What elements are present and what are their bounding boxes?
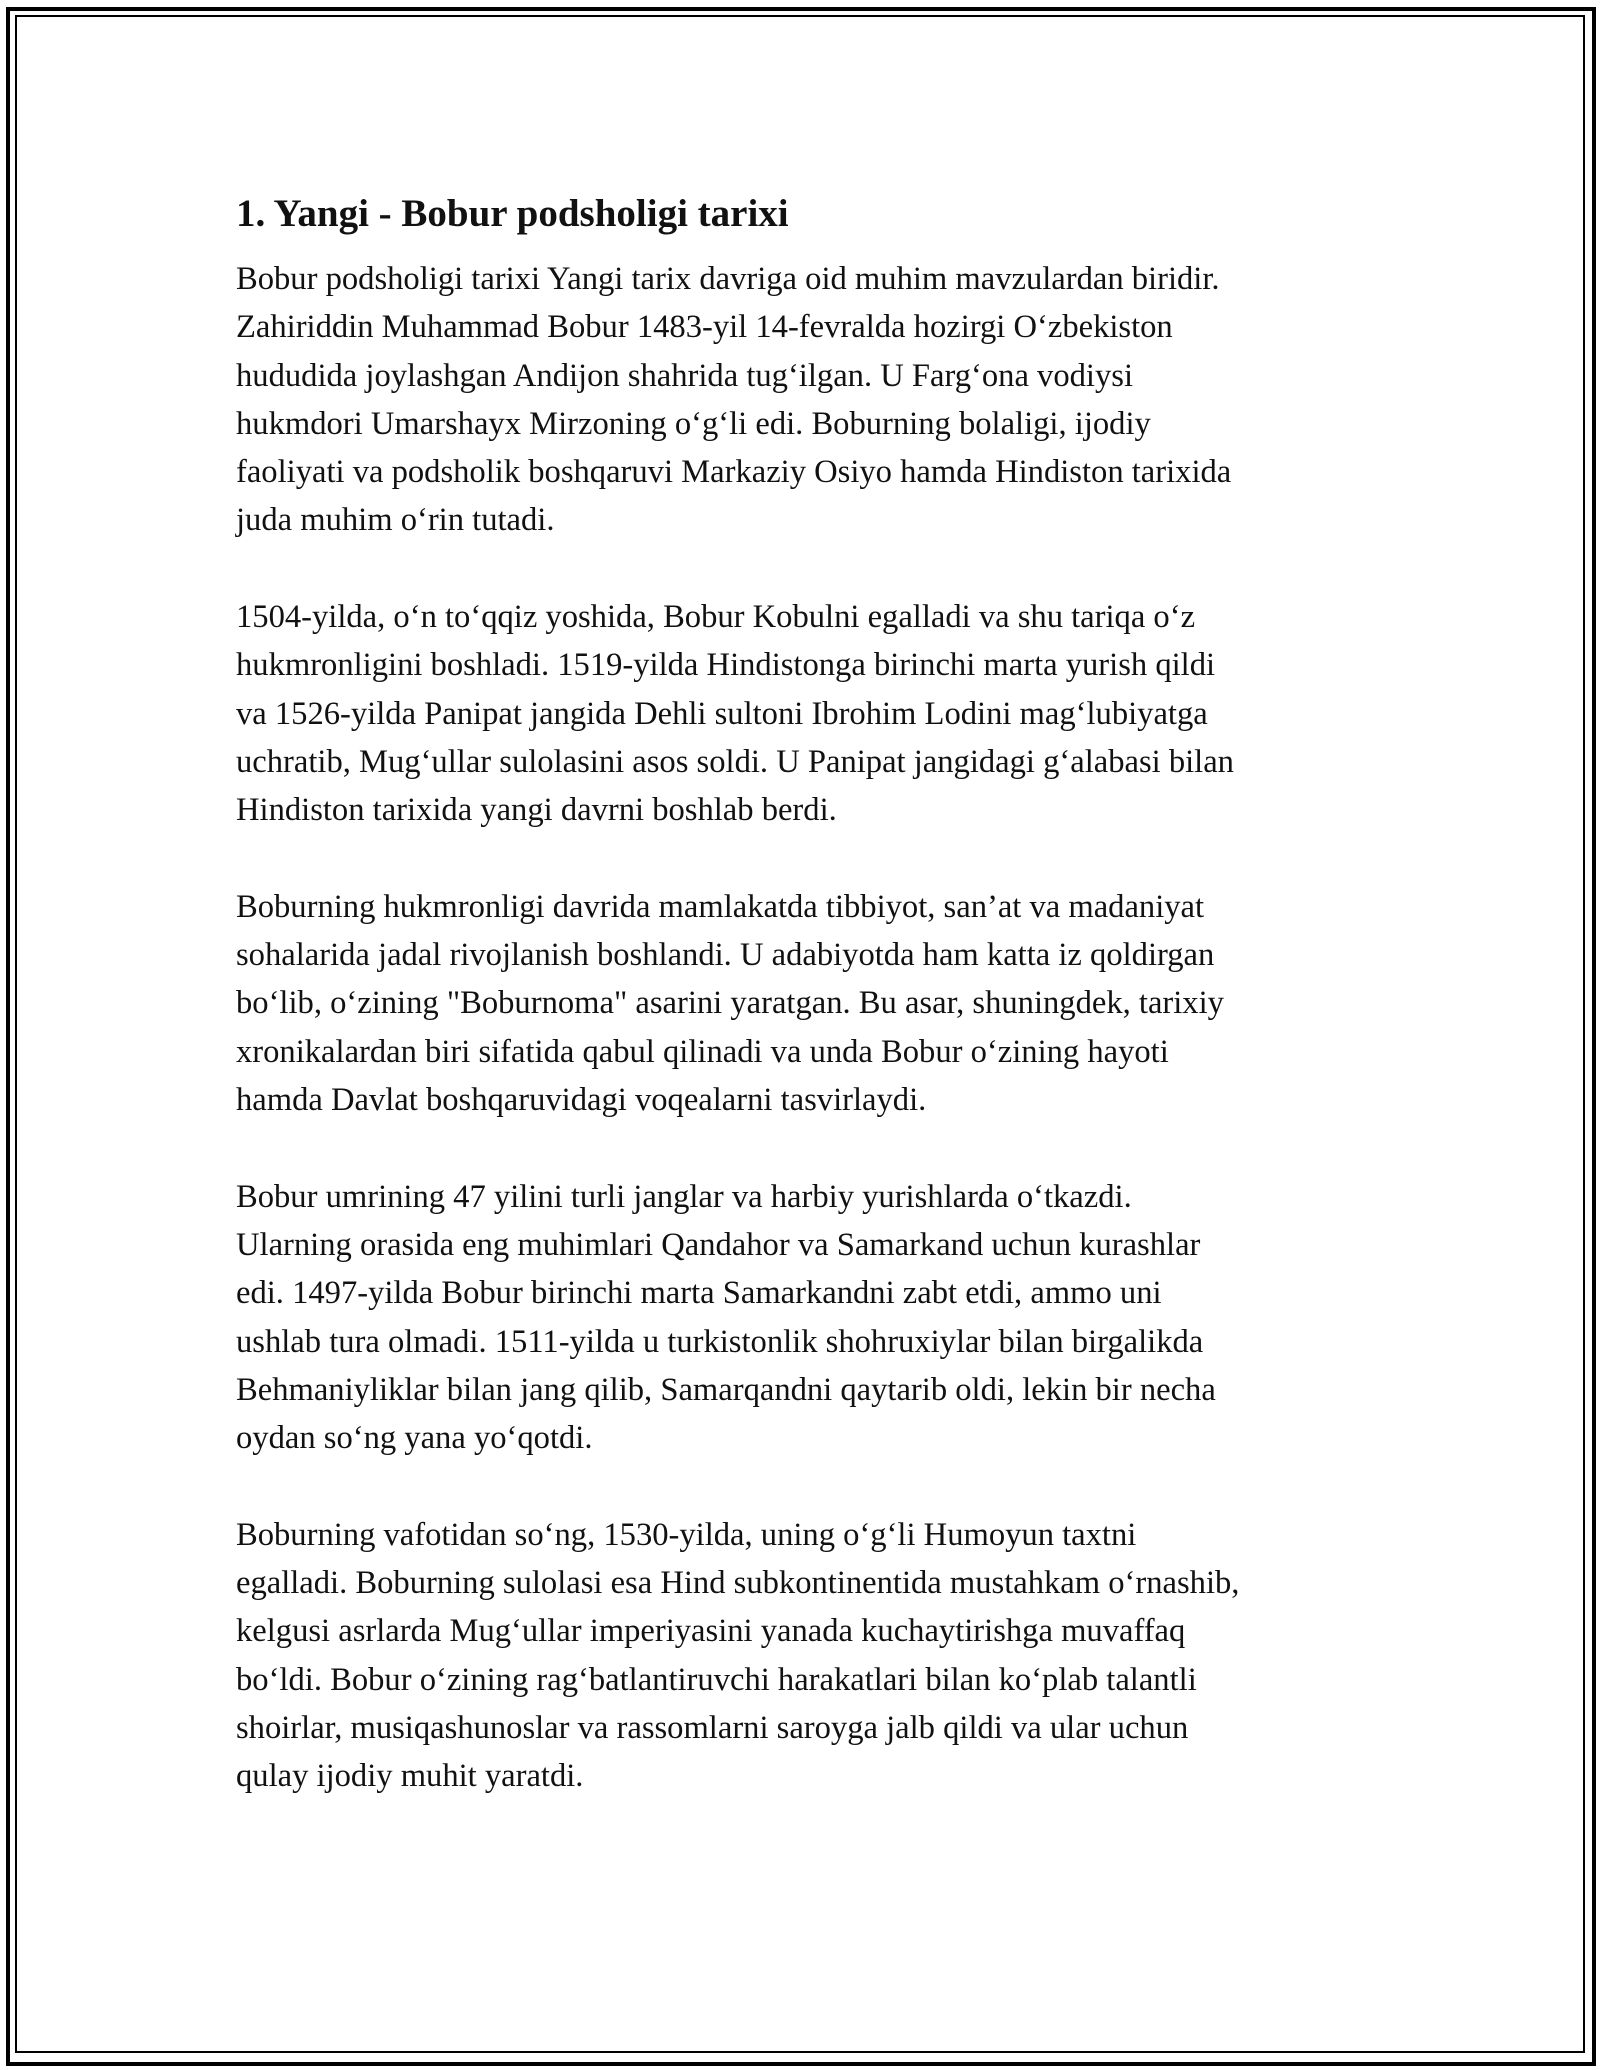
text-line: shoirlar, musiqashunoslar va rassomlarni saroyga jalb qildi va ular uchun <box>236 1709 1189 1746</box>
text-line: Bobur umrining 47 yilini turli janglar va harbiy yurishlarda o‘tkazdi. <box>236 1178 1132 1215</box>
text-line: Boburning hukmronligi davrida mamlakatda tibbiyot, san’at va madaniyat <box>236 888 1205 925</box>
text-line: bo‘lib, o‘zining "Boburnoma" asarini yaratgan. Bu asar, shuningdek, tarixiy <box>236 985 1224 1022</box>
text-line: Zahiriddin Muhammad Bobur 1483-yil 14-fevralda hozirgi O‘zbekiston <box>236 309 1173 346</box>
text-line: Hindiston tarixida yangi davrni boshlab berdi. <box>236 792 837 829</box>
text-line: hamda Davlat boshqaruvidagi voqealarni tasvirlaydi. <box>236 1082 927 1119</box>
text-line: uchratib, Mug‘ullar sulolasini asos soldi. U Panipat jangidagi g‘alabasi bilan <box>236 743 1234 780</box>
paragraph <box>236 593 1386 834</box>
text-line: hukmdori Umarshayx Mirzoning o‘g‘li edi. Boburning bolaligi, ijodiy <box>236 405 1151 442</box>
text-line: hududida joylashgan Andijon shahrida tug‘ilgan. U Farg‘ona vodiysi <box>236 357 1133 394</box>
text-line: Ularning orasida eng muhimlari Qandahor va Samarkand uchun kurashlar <box>236 1226 1201 1263</box>
text-line: sohalarida jadal rivojlanish boshlandi. U adabiyotda ham katta iz qoldirgan <box>236 937 1215 974</box>
text-line: bo‘ldi. Bobur o‘zining rag‘batlantiruvchi harakatlari bilan ko‘plab talantli <box>236 1661 1197 1698</box>
text-line: kelgusi asrlarda Mug‘ullar imperiyasini yanada kuchaytirishga muvaffaq <box>236 1613 1186 1650</box>
text-line: qulay ijodiy muhit yaratdi. <box>236 1758 584 1795</box>
text-line: oydan so‘ng yana yo‘qotdi. <box>236 1420 593 1457</box>
paragraph <box>236 1173 1386 1463</box>
text-line: 1504-yilda, o‘n to‘qqiz yoshida, Bobur Kobulni egalladi va shu tariqa o‘z <box>236 599 1196 636</box>
text-line: va 1526-yilda Panipat jangida Dehli sultoni Ibrohim Lodini mag‘lubiyatga <box>236 695 1208 732</box>
document-body <box>236 190 1386 1849</box>
paragraph <box>236 255 1386 545</box>
text-line: ushlab tura olmadi. 1511-yilda u turkistonlik shohruxiylar bilan birgalikda <box>236 1323 1204 1360</box>
text-line: edi. 1497-yilda Bobur birinchi marta Samarkandni zabt etdi, ammo uni <box>236 1275 1162 1312</box>
text-line: faoliyati va podsholik boshqaruvi Markaziy Osiyo hamda Hindiston tarixida <box>236 454 1232 491</box>
text-line: Bobur podsholigi tarixi Yangi tarix davriga oid muhim mavzulardan biridir. <box>236 261 1220 297</box>
text-line: Behmaniyliklar bilan jang qilib, Samarqandni qaytarib oldi, lekin bir necha <box>236 1371 1216 1408</box>
paragraph <box>236 883 1386 1124</box>
document-title: 1. Yangi - Bobur podsholigi tarixi <box>236 192 789 235</box>
paragraphs-container <box>236 255 1386 1801</box>
text-line: xronikalardan biri sifatida qabul qilinadi va unda Bobur o‘zining hayoti <box>236 1033 1169 1070</box>
paragraph <box>236 1511 1386 1801</box>
text-line: juda muhim o‘rin tutadi. <box>236 502 555 539</box>
text-line: hukmronligini boshladi. 1519-yilda Hindistonga birinchi marta yurish qildi <box>236 647 1216 684</box>
text-line: Boburning vafotidan so‘ng, 1530-yilda, uning o‘g‘li Humoyun taxtni <box>236 1516 1137 1553</box>
text-line: egalladi. Boburning sulolasi esa Hind subkontinentida mustahkam o‘rnashib, <box>236 1565 1240 1602</box>
